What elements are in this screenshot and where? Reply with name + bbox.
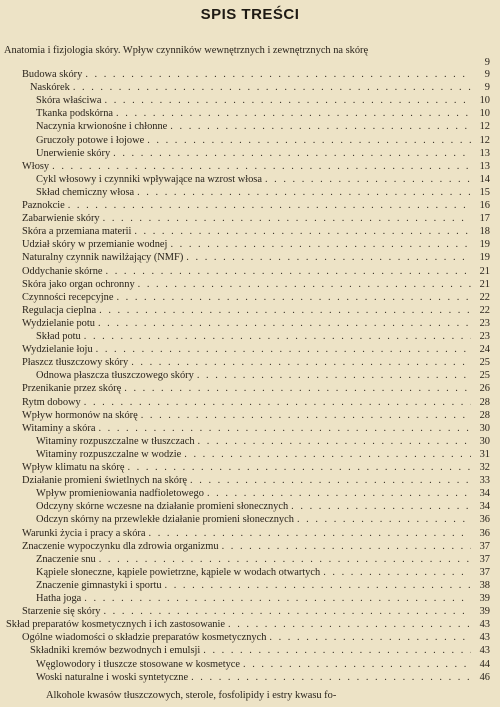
toc-entry-title: Unerwienie skóry (36, 147, 111, 159)
toc-entry-page: 25 (479, 357, 490, 369)
toc-entry (36, 567, 490, 579)
toc-entry-title: Odczyn skórny na przewlekłe działanie promieni słonecznych (36, 514, 294, 526)
toc-entry-page: 12 (479, 121, 490, 133)
toc-entry-title: Udział skóry w przemianie wodnej (22, 239, 168, 251)
toc-entry-title: Naskórek (30, 82, 70, 94)
toc-entry-page: 37 (479, 566, 490, 578)
toc-entry-page: 43 (479, 632, 490, 644)
toc-entry-title: Warunki życia i pracy a skóra (22, 527, 146, 539)
toc-entry-page: 9 (484, 82, 490, 94)
toc-entry-page: 43 (479, 619, 490, 631)
toc-entry-title: Witaminy a skóra (22, 422, 96, 434)
toc-entry-page: 22 (479, 291, 490, 303)
toc-entry-page: 44 (479, 658, 490, 670)
toc-entry (22, 226, 490, 238)
toc-leader-dots (105, 95, 472, 107)
toc-entry-title: Wpływ promieniowania nadfioletowego (36, 488, 204, 500)
toc-entry-page: 16 (479, 200, 490, 211)
toc-leader-dots (269, 632, 471, 644)
toc-entry (36, 580, 490, 592)
toc-leader-dots (134, 226, 471, 238)
toc-entry-page: 19 (479, 239, 490, 251)
toc-entry-title: Skład preparatów kosmetycznych i ich zastosowanie (6, 619, 225, 631)
toc-leader-dots (149, 528, 471, 540)
toc-entry (22, 161, 490, 173)
toc-entry-title: Płaszcz tłuszczowy skóry (22, 357, 129, 369)
toc-entry-page: 19 (479, 252, 490, 264)
toc-entry-page: 13 (479, 160, 490, 172)
toc-entry (36, 554, 490, 566)
toc-leader-dots (137, 187, 471, 199)
toc-entry-title: Oddychanie skórne (22, 265, 103, 277)
toc-leader-dots (116, 292, 471, 304)
toc-leader-dots (103, 213, 471, 225)
toc-entry (30, 645, 490, 657)
toc-entry (22, 239, 490, 251)
toc-entry-title: Skóra a przemiana materii (22, 226, 132, 238)
toc-entry (22, 69, 490, 81)
toc-leader-dots (184, 449, 471, 461)
toc-entry (22, 305, 490, 317)
toc-leader-dots (85, 69, 471, 81)
toc-entry-title: Woski naturalne i woski syntetyczne (36, 671, 189, 683)
toc-entry-title: Paznokcie (22, 200, 65, 211)
toc-entry-page: 13 (479, 147, 490, 159)
toc-entry (36, 331, 490, 343)
toc-entry (36, 187, 490, 199)
toc-entry-page: 14 (479, 173, 490, 185)
toc-leader-dots (98, 423, 471, 435)
toc-entry-title: Cykl włosowy i czynniki wpływające na wzrost włosa (36, 173, 262, 185)
toc-entry-title: Węglowodory i tłuszcze stosowane w kosmetyce (36, 658, 241, 670)
toc-entry-title: Wydzielanie potu (22, 317, 95, 329)
toc-entry (36, 436, 490, 448)
toc-entry (22, 357, 490, 369)
toc-leader-dots (141, 410, 471, 422)
toc-leader-dots (84, 397, 471, 409)
toc-entry (36, 593, 490, 605)
toc-entry (22, 279, 490, 291)
toc-entry (22, 292, 490, 304)
toc-entry-title: Składniki kremów bezwodnych i emulsji (30, 645, 201, 657)
toc-entry-title: Odczyny skórne wczesne na działanie promieni słonecznych (36, 501, 289, 513)
toc-leader-dots (84, 593, 471, 605)
toc-entry-title: Tkanka podskórna (36, 108, 114, 120)
toc-entry-page: 33 (479, 475, 490, 487)
toc-entry (22, 213, 490, 225)
toc-entry (22, 462, 490, 474)
toc-entry (36, 95, 490, 107)
toc-leader-dots (203, 645, 471, 657)
toc-leader-dots (191, 672, 471, 684)
toc-entry (22, 606, 490, 618)
toc-intro-entry: Anatomia i fizjologia skóry. Wpływ czynników wewnętrznych i zewnętrznych na skórę (4, 45, 369, 56)
toc-entry (36, 121, 490, 133)
toc-leader-dots (291, 501, 471, 513)
toc-leader-dots (127, 462, 471, 474)
toc-leader-dots (99, 554, 471, 566)
toc-entry (6, 619, 490, 631)
toc-entry-title: Włosy (22, 160, 50, 172)
toc-leader-dots (198, 436, 471, 448)
toc-entry-page: 30 (479, 422, 490, 434)
toc-entry (36, 108, 490, 120)
toc-entry-page: 36 (479, 527, 490, 539)
toc-leader-dots (96, 344, 471, 356)
toc-entry-page: 21 (479, 278, 490, 290)
toc-entry (36, 370, 490, 382)
toc-entry-title: Skład potu (36, 331, 81, 342)
toc-entry-title: Naturalny czynnik nawilżający (NMF) (22, 252, 184, 264)
toc-entry-title: Wpływ hormonów na skórę (22, 409, 138, 421)
toc-entry-page: 12 (479, 134, 490, 146)
toc-leader-dots (68, 200, 471, 212)
toc-entry-page: 9 (484, 69, 490, 80)
toc-leader-dots (138, 279, 471, 291)
toc-leader-dots (170, 121, 471, 133)
toc-intro-page: 9 (484, 57, 490, 68)
toc-entry-title: Ogólne wiadomości o składzie preparatów kosmetycznych (22, 632, 267, 644)
toc-entry-title: Witaminy rozpuszczalne w tłuszczach (36, 435, 195, 447)
toc-leader-dots (197, 370, 471, 382)
toc-entry-page: 28 (479, 409, 490, 421)
toc-entry-page: 23 (479, 331, 490, 342)
toc-leader-dots (73, 82, 471, 94)
toc-last-line: Alkohole kwasów tłuszczowych, sterole, fosfolipidy i estry kwasu fo- (46, 690, 337, 701)
toc-entry (22, 200, 490, 212)
toc-entry (22, 632, 490, 644)
toc-entry-title: Witaminy rozpuszczalne w wodzie (36, 448, 182, 460)
toc-leader-dots (323, 567, 471, 579)
toc-entry-title: Skóra właściwa (36, 95, 102, 107)
toc-entry-title: Czynności recepcyjne (22, 291, 114, 303)
toc-entry-page: 25 (479, 370, 490, 382)
toc-entry-page: 23 (479, 317, 490, 329)
toc-entry-page: 22 (479, 304, 490, 316)
toc-entry-page: 17 (479, 213, 490, 225)
toc-entry-title: Hatha joga (36, 593, 82, 604)
toc-entry (36, 514, 490, 526)
toc-entry-title: Znaczenie snu (36, 553, 96, 565)
toc-entry-title: Rytm dobowy (22, 396, 81, 408)
toc-entry (36, 501, 490, 513)
toc-entry-page: 15 (479, 186, 490, 198)
toc-entry-title: Zabarwienie skóry (22, 213, 100, 225)
toc-leader-dots (103, 606, 471, 618)
toc-entry-title: Działanie promieni świetlnych na skórę (22, 475, 188, 487)
toc-entry (22, 397, 490, 409)
toc-entry (36, 135, 490, 147)
toc-entry-title: Skład chemiczny włosa (36, 186, 135, 198)
toc-entry-title: Budowa skóry (22, 69, 83, 80)
toc-leader-dots (228, 619, 471, 631)
toc-leader-dots (124, 383, 471, 395)
toc-entry-page: 24 (479, 344, 490, 356)
toc-leader-dots (165, 580, 471, 592)
toc-entry (22, 252, 490, 264)
toc-leader-dots (186, 252, 471, 264)
toc-entry-page: 10 (479, 108, 490, 120)
toc-entry (22, 410, 490, 422)
toc-entry-page: 21 (479, 265, 490, 277)
toc-entry-title: Znaczenie wypoczynku dla zdrowia organizmu (22, 540, 219, 552)
toc-entry-title: Wydzielanie łoju (22, 344, 93, 356)
toc-entry-title: Regulacja cieplna (22, 304, 97, 316)
toc-leader-dots (243, 659, 471, 671)
toc-entry-page: 31 (479, 448, 490, 460)
toc-entry-page: 39 (479, 606, 490, 618)
toc-leader-dots (170, 239, 471, 251)
toc-entry-page: 32 (479, 462, 490, 473)
toc-entry (22, 528, 490, 540)
toc-entry (22, 344, 490, 356)
toc-leader-dots (116, 108, 471, 120)
toc-leader-dots (106, 266, 471, 278)
toc-entry-title: Odnowa płaszcza tłuszczowego skóry (36, 370, 194, 382)
toc-leader-dots (297, 514, 471, 526)
toc-entry (36, 174, 490, 186)
toc-entry (22, 266, 490, 278)
toc-entry-title: Wpływ klimatu na skórę (22, 462, 125, 473)
toc-entry-page: 46 (479, 671, 490, 683)
toc-entry (22, 318, 490, 330)
toc-entry-page: 38 (479, 579, 490, 591)
toc-leader-dots (131, 357, 471, 369)
toc-leader-dots (52, 161, 471, 173)
toc-leader-dots (222, 541, 471, 553)
toc-entry-title: Skóra jako organ ochronny (22, 278, 135, 290)
toc-entry-title: Gruczoły potowe i łojowe (36, 134, 145, 146)
toc-leader-dots (99, 305, 471, 317)
toc-leader-dots (113, 148, 471, 160)
toc-entry-page: 30 (479, 435, 490, 447)
toc-entry-page: 18 (479, 226, 490, 238)
toc-entry (36, 449, 490, 461)
toc-entry-title: Przenikanie przez skórę (22, 383, 122, 395)
toc-entry (36, 488, 490, 500)
toc-entry-page: 34 (479, 501, 490, 513)
toc-entry-page: 10 (479, 95, 490, 107)
toc-entry (30, 82, 490, 94)
toc-entry-page: 43 (479, 645, 490, 657)
toc-entry (36, 659, 490, 671)
toc-entry-page: 37 (479, 540, 490, 552)
toc-entry-title: Naczynia krwionośne i chłonne (36, 121, 168, 133)
toc-entry-title: Kąpiele słoneczne, kąpiele powietrzne, kąpiele w wodach otwartych (36, 566, 321, 578)
toc-entry-page: 34 (479, 488, 490, 500)
toc-entry (22, 475, 490, 487)
toc-leader-dots (265, 174, 471, 186)
toc-entry-page: 36 (479, 514, 490, 526)
toc-entry-page: 26 (479, 383, 490, 395)
toc-leader-dots (207, 488, 471, 500)
toc-entry-title: Znaczenie gimnastyki i sportu (36, 579, 162, 591)
toc-entry (22, 423, 490, 435)
toc-entry-page: 39 (479, 593, 490, 604)
toc-entry (22, 383, 490, 395)
toc-entry (36, 148, 490, 160)
toc-entry (36, 672, 490, 684)
toc-entry-page: 28 (479, 396, 490, 408)
toc-leader-dots (98, 318, 471, 330)
toc-entry-title: Starzenie się skóry (22, 606, 101, 618)
page-title: SPIS TREŚCI (200, 6, 300, 23)
toc-leader-dots (190, 475, 471, 487)
toc-entry-page: 37 (479, 553, 490, 565)
toc-leader-dots (84, 331, 471, 343)
toc-leader-dots (147, 135, 471, 147)
toc-entry (22, 541, 490, 553)
